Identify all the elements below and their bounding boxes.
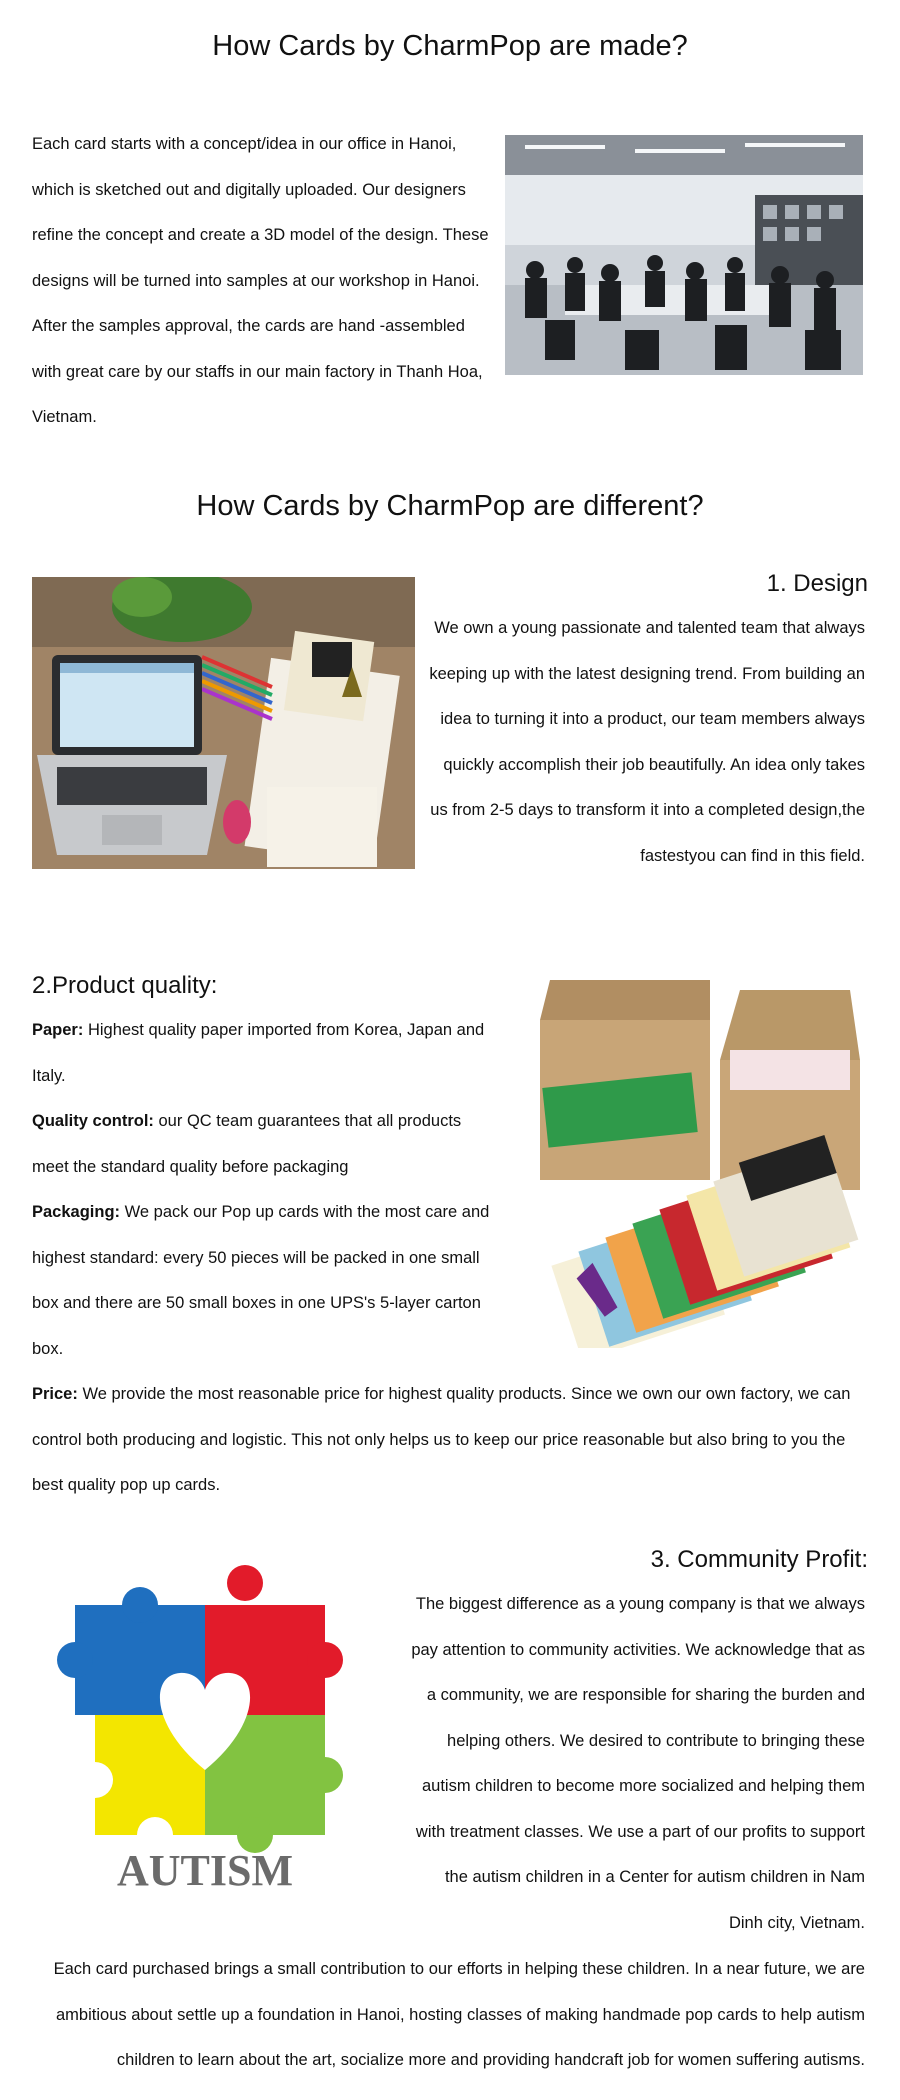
made-description: Each card starts with a concept/idea in our office in Hanoi, which is sketched out and digitally uploaded. Our designers refine the concept and create a 3D model of the design. These designs will be turned into samples at our workshop in Hanoi. After the samples approval, the cards are hand -assembled with great care by our staffs in our main factory in Thanh Hoa, Vietnam.: [32, 135, 489, 426]
paper-label: Paper:: [32, 1021, 84, 1039]
packaging-label: Packaging:: [32, 1203, 121, 1221]
design-desk-photo: [32, 577, 415, 869]
packaging-item: [32, 1190, 502, 1372]
autism-logo: [55, 1565, 355, 1895]
paper-text: Highest quality paper imported from Korea, Japan and Italy.: [32, 1021, 485, 1085]
community-heading: 3. Community Profit:: [650, 1546, 868, 1573]
price-label: Price:: [32, 1385, 78, 1403]
community-description: The biggest difference as a young company is that we always pay attention to community activities. We acknowledge that as a community, we are responsible for sharing the burden and helping others. We desired to contribute to bringing these autism children to become more socialized and helping them with treatment classes. We use a part of our profits to support the autism children in a Center for autism children in Nam Dinh city, Vietnam.: [411, 1595, 865, 1932]
qc-item: [32, 1099, 502, 1190]
design-description: We own a young passionate and talented team that always keeping up with the latest designing trend. From building an idea to turning it into a product, our team members always quickly accomplish their job beautifully. An idea only takes us from 2-5 days to transform it into a completed design,the fastestyou can find in this field.: [429, 619, 865, 865]
office-team-photo: [505, 135, 863, 375]
page-title-made: How Cards by CharmPop are made?: [212, 30, 688, 62]
quality-heading: 2.Product quality:: [32, 972, 218, 999]
paper-item: [32, 1008, 502, 1099]
community-description-2: Each card purchased brings a small contribution to our efforts in helping these children. In a near future, we are ambitious about settle up a foundation in Hanoi, hosting classes of making handmade pop cards to help autism children to learn about the art, socialize more and providing handcraft job for women suffering autisms.: [53, 1960, 865, 2069]
price-item: [32, 1372, 872, 1509]
design-heading: 1. Design: [766, 570, 868, 597]
quality-list: [32, 1008, 502, 1372]
packaging-text: We pack our Pop up cards with the most care and highest standard: every 50 pieces will be packed in one small box and there are 50 small boxes in one UPS's 5-layer carton box.: [32, 1203, 490, 1358]
qc-label: Quality control:: [32, 1112, 154, 1130]
autism-logo-text: AUTISM: [116, 1846, 294, 1895]
product-boxes-photo: [520, 970, 882, 1348]
price-text: We provide the most reasonable price for highest quality products. Since we own our own factory, we can control both producing and logistic. This not only helps us to keep our price reasonable but also bring to you the best quality pop up cards.: [32, 1385, 851, 1494]
qc-text: our QC team guarantees that all products meet the standard quality before packaging: [32, 1112, 462, 1176]
page-title-different: How Cards by CharmPop are different?: [196, 490, 704, 522]
